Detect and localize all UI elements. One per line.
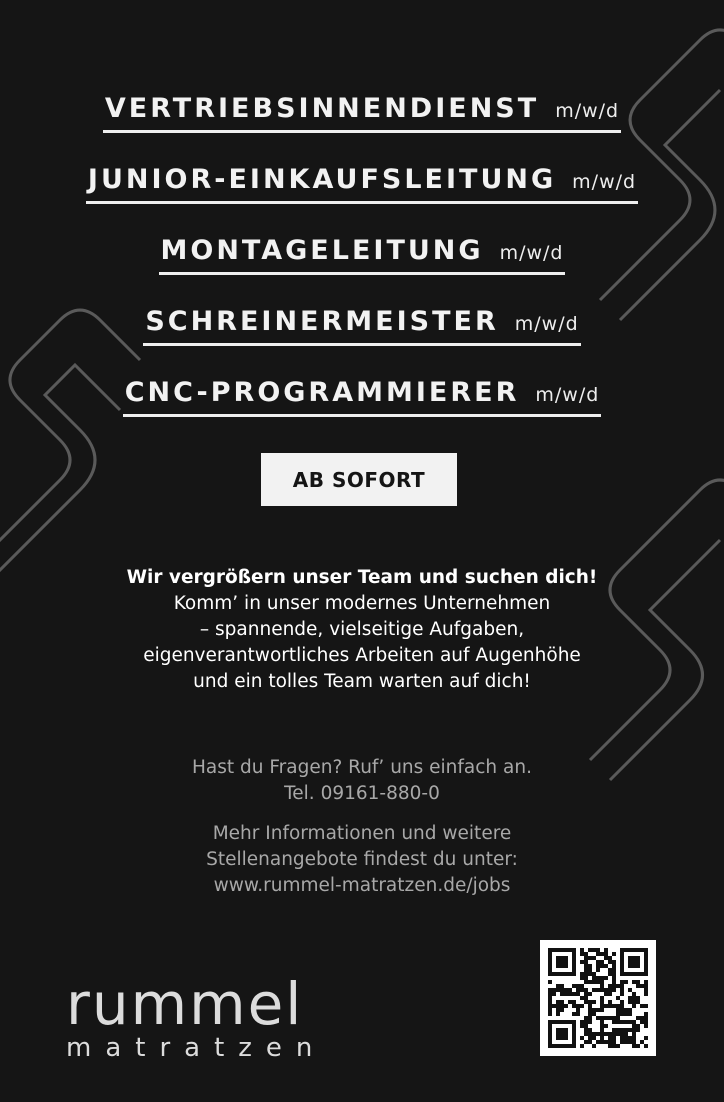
start-badge: AB SOFORT bbox=[261, 453, 457, 506]
more-info-text bbox=[0, 821, 724, 899]
qr-code[interactable] bbox=[540, 940, 656, 1056]
contact-phone[interactable]: Tel. 09161-880-0 bbox=[284, 783, 440, 804]
company-logo bbox=[66, 970, 327, 1063]
intro-line: Komm’ in unser modernes Unternehmen bbox=[173, 593, 551, 614]
job-listing bbox=[0, 306, 724, 346]
intro-line: und ein tolles Team warten auf dich! bbox=[193, 671, 531, 692]
job-title: VERTRIEBSINNENDIENST bbox=[104, 93, 540, 124]
job-title: SCHREINERMEISTER bbox=[145, 306, 499, 337]
logo-subline: matratzen bbox=[66, 1033, 327, 1063]
job-gender: m/w/d bbox=[499, 242, 564, 264]
intro-headline: Wir vergrößern unser Team und suchen dich! bbox=[126, 567, 598, 588]
job-gender: m/w/d bbox=[572, 171, 637, 193]
job-listing bbox=[0, 93, 724, 133]
job-gender: m/w/d bbox=[555, 100, 620, 122]
jobs-url-link[interactable]: www.rummel-matratzen.de/jobs bbox=[213, 875, 511, 896]
job-title: MONTAGELEITUNG bbox=[160, 235, 484, 266]
logo-wordmark: rummel bbox=[66, 970, 304, 1038]
intro-line: – spannende, vielseitige Aufgaben, bbox=[199, 619, 525, 640]
job-title: CNC-PROGRAMMIERER bbox=[124, 377, 520, 408]
more-line: Mehr Informationen und weitere bbox=[212, 823, 512, 844]
job-listing bbox=[0, 235, 724, 275]
intro-text bbox=[0, 565, 724, 695]
contact-question: Hast du Fragen? Ruf’ uns einfach an. bbox=[192, 757, 532, 778]
more-line: Stellenangebote findest du unter: bbox=[206, 849, 518, 870]
job-listing bbox=[0, 377, 724, 417]
job-listing bbox=[0, 164, 724, 204]
job-title: JUNIOR-EINKAUFSLEITUNG bbox=[87, 164, 557, 195]
intro-line: eigenverantwortliches Arbeiten auf Augenhöhe bbox=[143, 645, 581, 666]
contact-text bbox=[0, 755, 724, 807]
job-gender: m/w/d bbox=[514, 313, 579, 335]
job-gender: m/w/d bbox=[535, 384, 600, 406]
